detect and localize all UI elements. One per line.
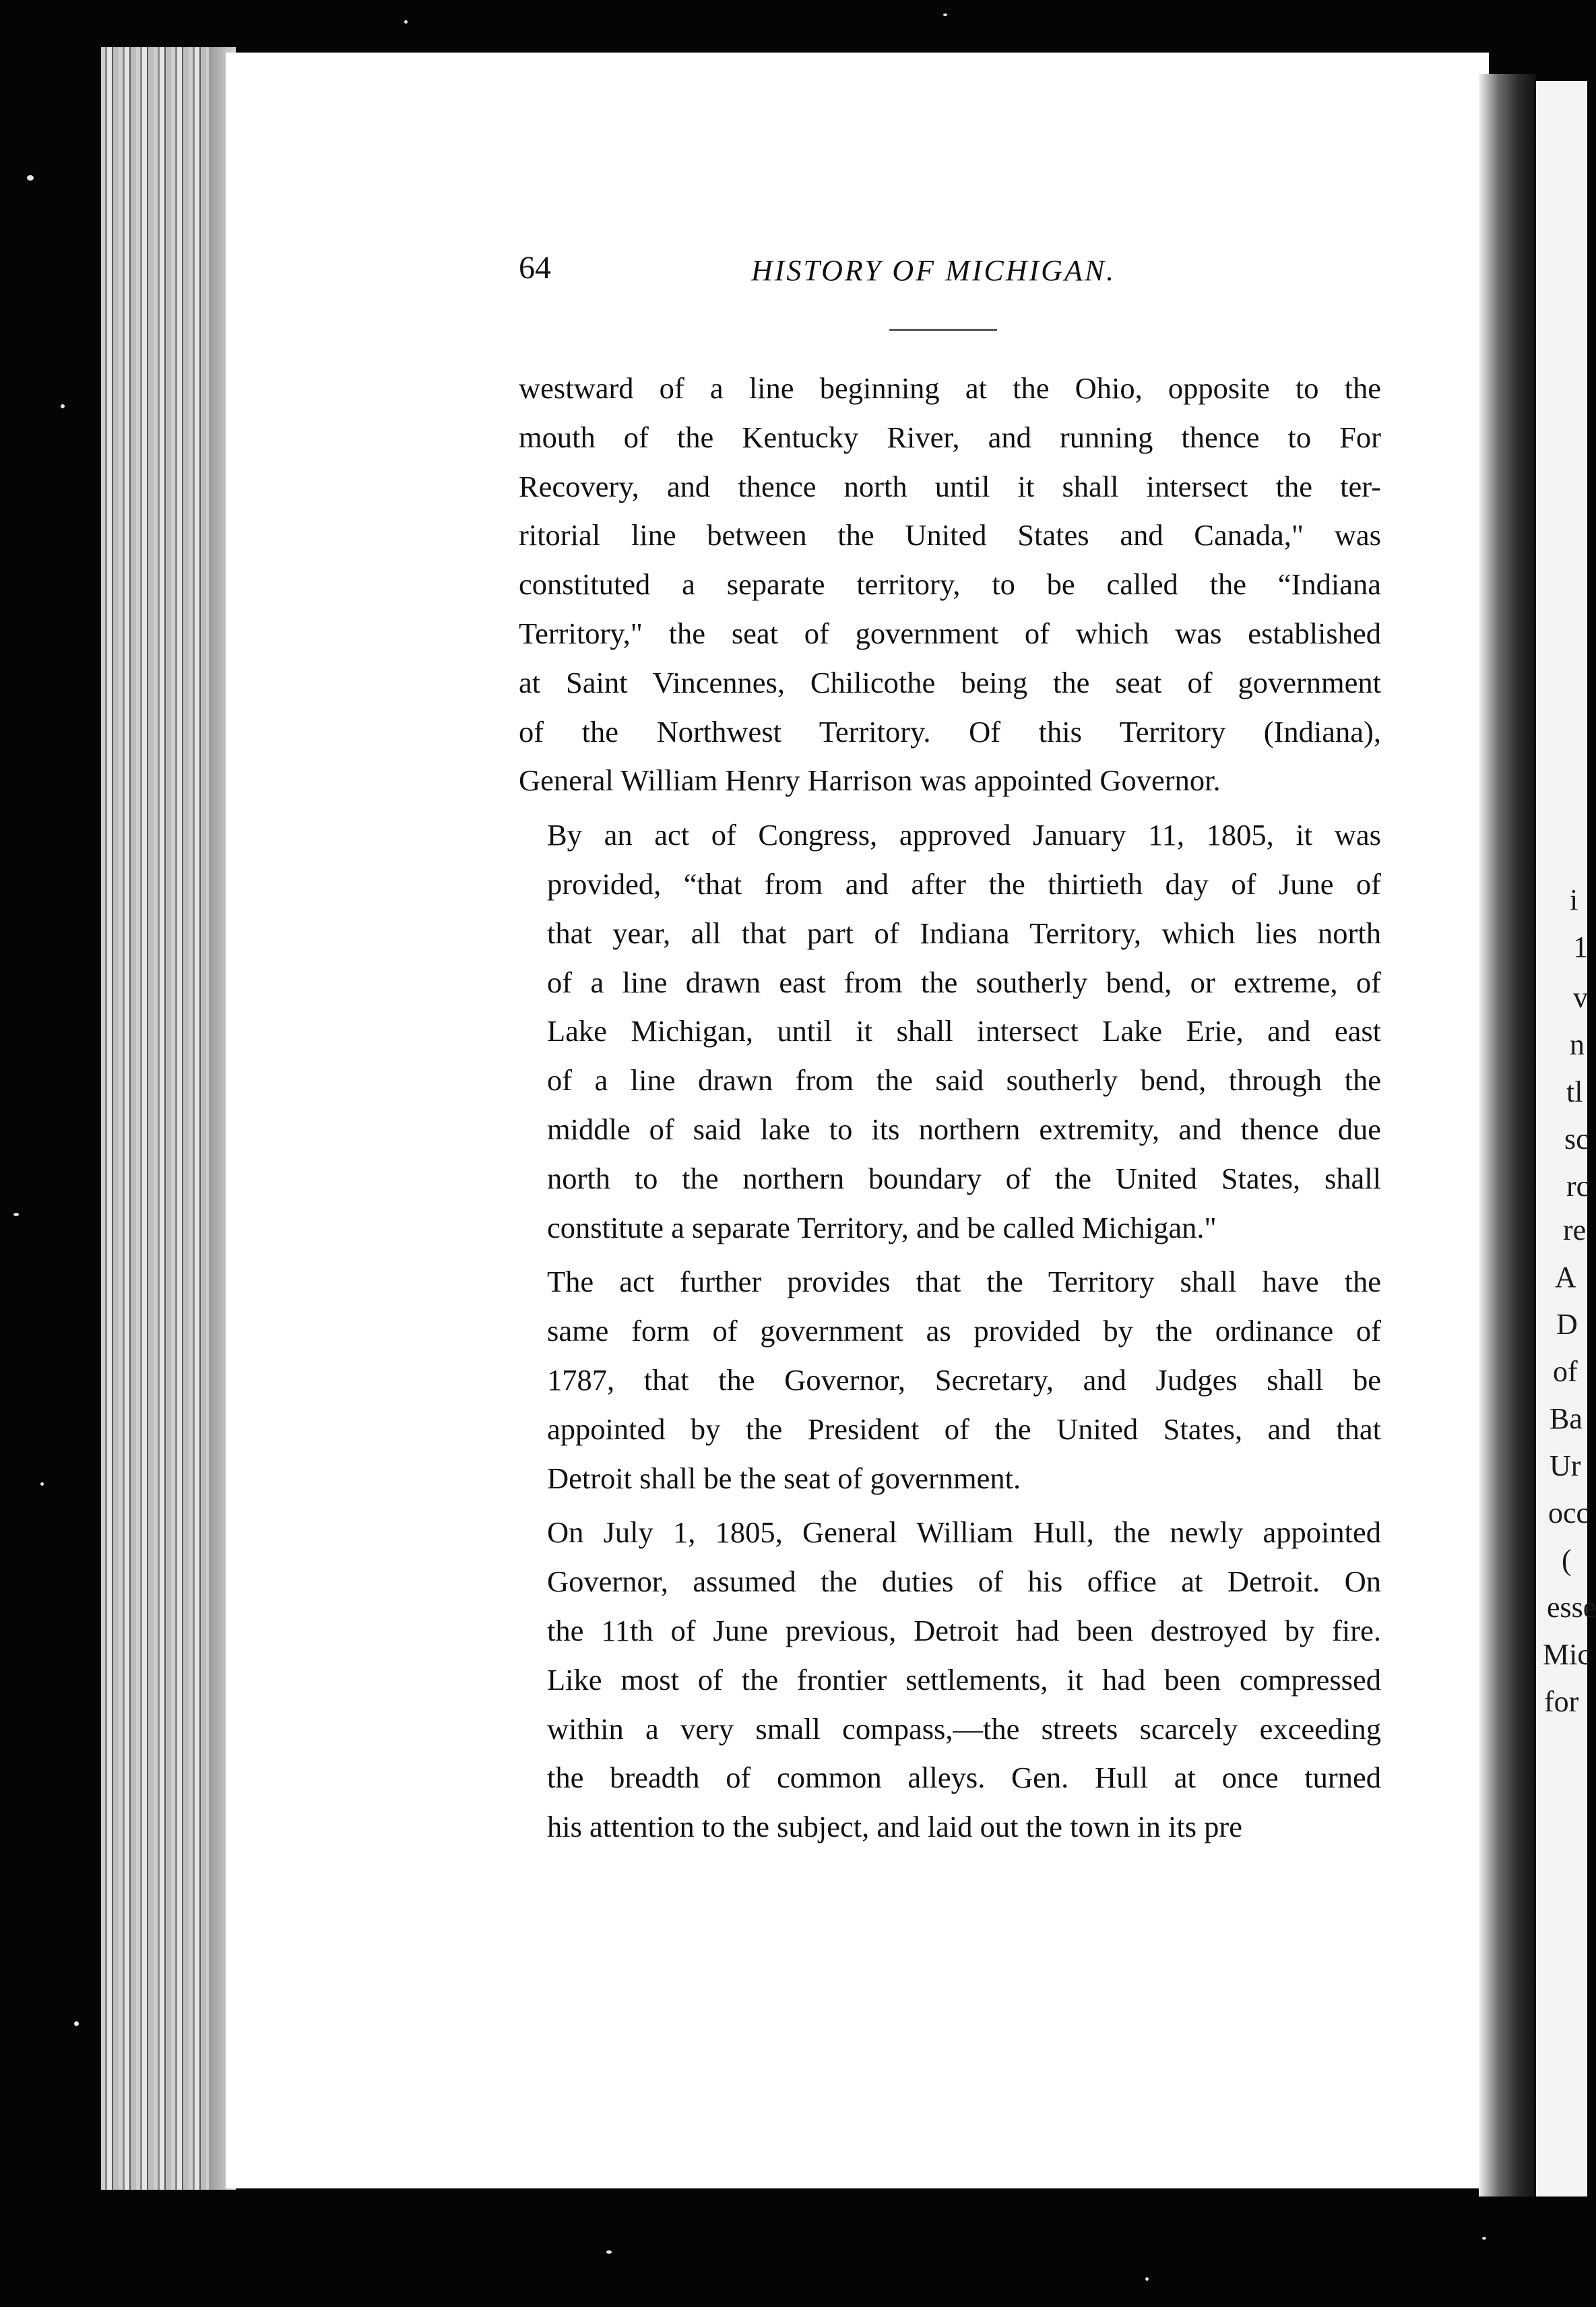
header-rule [889, 329, 997, 331]
facing-page-fragment: rc [1566, 1170, 1590, 1203]
facing-page-fragment: n [1570, 1028, 1585, 1061]
text-line: On July 1, 1805, General William Hull, the newly appointed [547, 1515, 1381, 1550]
facing-page-fragment: sc [1564, 1123, 1589, 1156]
facing-page-fragment: Ba [1550, 1402, 1583, 1435]
facing-page-fragment: ( [1562, 1544, 1572, 1577]
text-line: of the Northwest Territory. Of this Territory (Indiana), [519, 714, 1381, 749]
text-line: his attention to the subject, and laid out the town in its pre [547, 1810, 1242, 1844]
scan-speck [404, 20, 408, 24]
text-line: north to the northern boundary of the United States, shall [547, 1161, 1381, 1195]
text-line: at Saint Vincennes, Chilicothe being the seat of government [519, 665, 1381, 699]
facing-page-fragment: esse [1547, 1591, 1596, 1624]
text-line: same form of government as provided by the ordinance of [547, 1314, 1381, 1348]
scan-speck [13, 1213, 19, 1216]
paragraph [519, 1257, 1381, 1503]
scan-speck [27, 175, 34, 181]
text-line: of a line drawn from the said southerly bend, through the [547, 1063, 1381, 1098]
paragraph [519, 364, 1381, 805]
text-line: Territory," the seat of government of which was established [519, 616, 1381, 650]
text-line: The act further provides that the Territory shall have the [547, 1265, 1381, 1299]
scan-speck [61, 404, 65, 408]
running-head: HISTORY OF MICHIGAN. [751, 254, 1116, 287]
body-text [519, 364, 1381, 1852]
facing-page-fragment: of [1553, 1355, 1578, 1388]
text-line: ritorial line between the United States and Canada," was [519, 518, 1381, 552]
scan-speck [1482, 2237, 1486, 2240]
facing-page-fragment: A [1555, 1261, 1576, 1294]
facing-page-fragment: tl [1566, 1075, 1583, 1108]
text-line: middle of said lake to its northern extremity, and thence due [547, 1112, 1381, 1146]
facing-page-fragment: re [1563, 1213, 1587, 1246]
facing-page-fragment: for [1544, 1685, 1579, 1718]
page-edges [101, 47, 236, 2190]
binding-gutter [1479, 74, 1536, 2197]
text-line: appointed by the President of the United States, and that [547, 1412, 1381, 1446]
scan-speck [943, 13, 947, 16]
text-line: Recovery, and thence north until it shall intersect the ter- [519, 469, 1381, 503]
text-line: constituted a separate territory, to be called the “Indiana [519, 567, 1381, 602]
scan-speck [74, 2021, 79, 2026]
paragraph [519, 1508, 1381, 1852]
text-line: the 11th of June previous, Detroit had been destroyed by fire. [547, 1613, 1381, 1647]
text-line: General William Henry Harrison was appointed Governor. [519, 763, 1221, 798]
text-line: Lake Michigan, until it shall intersect Lake Erie, and east [547, 1014, 1381, 1048]
text-line: By an act of Congress, approved January 11, 1805, it was [547, 818, 1381, 852]
scan-speck [40, 1482, 44, 1486]
scan-speck [1145, 2277, 1149, 2281]
text-line: mouth of the Kentucky River, and running thence to For [519, 420, 1381, 454]
facing-page-fragment: i [1570, 883, 1578, 916]
text-line: of a line drawn east from the southerly bend, or extreme, of [547, 965, 1381, 999]
facing-page-fragment: Mic [1543, 1638, 1591, 1671]
facing-page-fragment: Ur [1550, 1449, 1581, 1482]
facing-page-fragment: 1 [1573, 930, 1588, 963]
text-line: 1787, that the Governor, Secretary, and Judges shall be [547, 1362, 1381, 1397]
text-line: the breadth of common alleys. Gen. Hull at once turned [547, 1761, 1381, 1795]
text-line: Governor, assumed the duties of his office at Detroit. On [547, 1565, 1381, 1599]
facing-page-fragment: occ [1548, 1496, 1590, 1529]
text-line: Detroit shall be the seat of government. [547, 1461, 1021, 1495]
facing-page-fragment: v [1573, 981, 1588, 1014]
text-line: constitute a separate Territory, and be called Michigan." [547, 1210, 1217, 1244]
text-line: that year, all that part of Indiana Territory, which lies north [547, 916, 1381, 950]
text-line: within a very small compass,—the streets scarcely exceeding [547, 1711, 1381, 1746]
scan-speck [606, 2250, 612, 2254]
text-line: provided, “that from and after the thirtieth day of June of [547, 866, 1381, 901]
paragraph [519, 811, 1381, 1252]
page-number: 64 [519, 250, 551, 286]
text-line: Like most of the frontier settlements, it had been compressed [547, 1662, 1381, 1697]
facing-page-fragment: D [1556, 1308, 1578, 1341]
facing-page [1536, 81, 1596, 2197]
text-line: westward of a line beginning at the Ohio, opposite to the [519, 371, 1381, 405]
